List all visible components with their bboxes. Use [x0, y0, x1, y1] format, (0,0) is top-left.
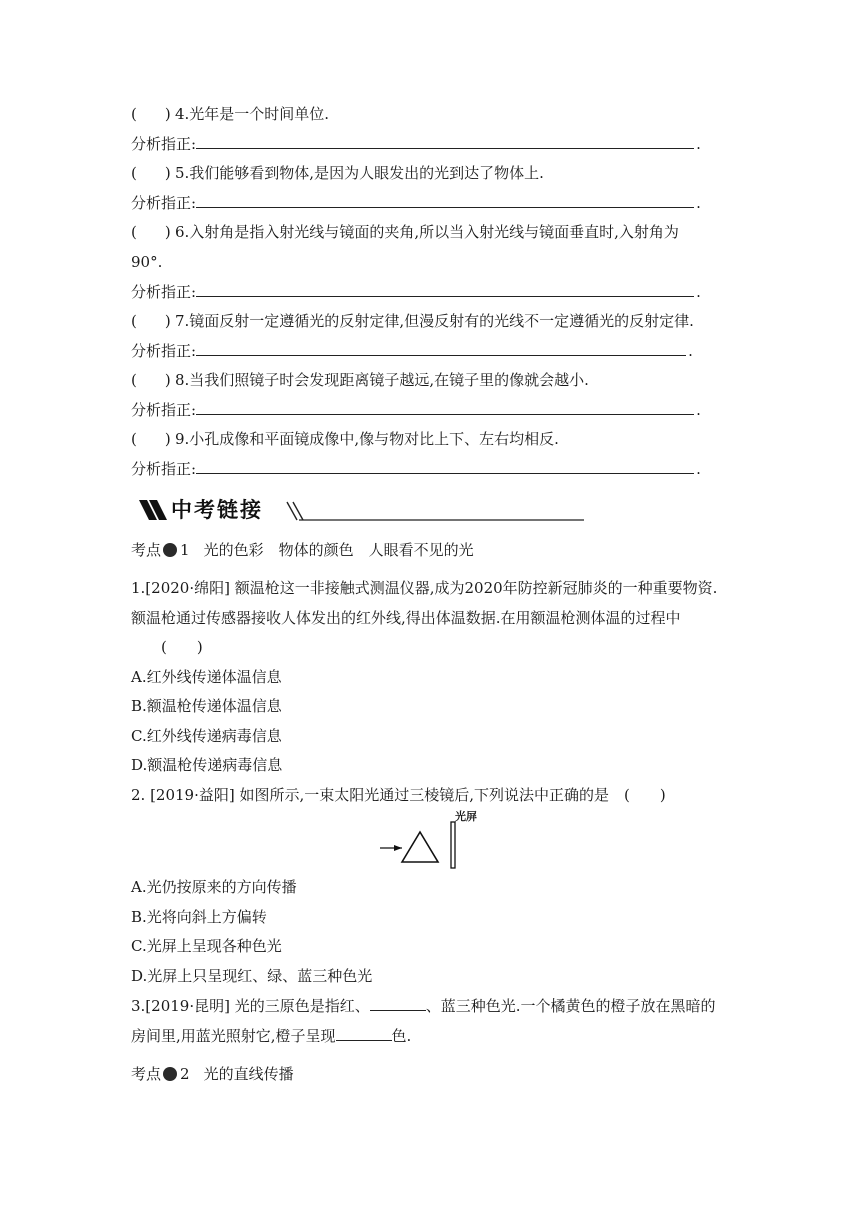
answer-paren[interactable]: ( ) [131, 430, 171, 448]
statement-text: 7.镜面反射一定遵循光的反射定律,但漫反射有的光线不一定遵循光的反射定律. [175, 312, 694, 330]
q1-option-b[interactable]: B.额温枪传递体温信息 [131, 697, 282, 715]
statement-text: 8.当我们照镜子时会发现距离镜子越远,在镜子里的像就会越小. [175, 371, 589, 389]
bullet-circle-icon [163, 1067, 177, 1081]
q3-line2: 房间里,用蓝光照射它,橙子呈现 色. [131, 1027, 412, 1045]
statement-4 [131, 104, 329, 124]
kaodian-2-heading: 考点 2 光的直线传播 [131, 1065, 294, 1083]
kaodian-1-heading: 考点 1 光的色彩 物体的颜色 人眼看不见的光 [131, 541, 474, 559]
analysis-line-4: 分析指正: . [131, 135, 701, 153]
statement-text: 9.小孔成像和平面镜成像中,像与物对比上下、左右均相反. [175, 430, 559, 448]
statement-9 [131, 429, 559, 449]
statement-7 [131, 311, 694, 331]
answer-paren[interactable]: ( ) [131, 371, 171, 389]
q3-blank-2[interactable] [336, 1026, 392, 1041]
kaodian-title: 光的直线传播 [203, 1065, 294, 1083]
analysis-blank[interactable] [196, 193, 694, 208]
section-banner [139, 494, 589, 522]
analysis-blank[interactable] [196, 134, 694, 149]
analysis-label: 分析指正: [131, 342, 197, 360]
q2-option-d[interactable]: D.光屏上只呈现红、绿、蓝三种色光 [131, 967, 373, 985]
q3-blank-1[interactable] [370, 996, 426, 1011]
statement-text: 6.入射角是指入射光线与镜面的夹角,所以当入射光线与镜面垂直时,入射角为 [175, 223, 679, 241]
statement-5 [131, 163, 544, 183]
q1-option-c[interactable]: C.红外线传递病毒信息 [131, 727, 282, 745]
q2-option-b[interactable]: B.光将向斜上方偏转 [131, 908, 267, 926]
analysis-line-9: 分析指正: . [131, 460, 701, 478]
prism-figure [378, 806, 498, 870]
statement-6 [131, 222, 679, 242]
screen-label: 光屏 [455, 810, 477, 823]
answer-paren[interactable]: ( ) [131, 223, 171, 241]
q1-answer-paren[interactable]: ( ) [161, 638, 203, 656]
analysis-label: 分析指正: [131, 135, 197, 153]
answer-paren[interactable]: ( ) [131, 312, 171, 330]
analysis-blank[interactable] [196, 459, 694, 474]
q1-option-d[interactable]: D.额温枪传递病毒信息 [131, 756, 283, 774]
statement-6-cont: 90°. [131, 253, 163, 271]
analysis-blank[interactable] [196, 400, 694, 415]
statement-text: 4.光年是一个时间单位. [175, 105, 330, 123]
q3-line1: 3.[2019·昆明] 光的三原色是指红、 、蓝三种色光.一个橘黄色的橙子放在黑暗的 [131, 997, 716, 1015]
prism-diagram-icon [378, 806, 498, 870]
q1-line2: 额温枪通过传感器接收人体发出的红外线,得出体温数据.在用额温枪测体温的过程中 [131, 609, 681, 627]
q1-option-a[interactable]: A.红外线传递体温信息 [131, 668, 282, 686]
analysis-blank[interactable] [196, 341, 686, 356]
analysis-line-5: 分析指正: . [131, 194, 701, 212]
section-title: 中考链接 [171, 498, 263, 522]
analysis-line-6: 分析指正: . [131, 283, 701, 301]
kaodian-title: 光的色彩 物体的颜色 人眼看不见的光 [203, 541, 474, 559]
q1-line1: 1.[2020·绵阳] 额温枪这一非接触式测温仪器,成为2020年防控新冠肺炎的一种重要物资. [131, 579, 718, 597]
q2-option-a[interactable]: A.光仍按原来的方向传播 [131, 878, 297, 896]
q2-line1: 2. [2019·益阳] 如图所示,一束太阳光通过三棱镜后,下列说法中正确的是 ( ) [131, 786, 666, 804]
q2-option-c[interactable]: C.光屏上呈现各种色光 [131, 937, 282, 955]
analysis-label: 分析指正: [131, 460, 197, 478]
statement-text: 5.我们能够看到物体,是因为人眼发出的光到达了物体上. [175, 164, 544, 182]
analysis-blank[interactable] [196, 282, 694, 297]
analysis-line-7: 分析指正: . [131, 342, 693, 360]
analysis-label: 分析指正: [131, 401, 197, 419]
answer-paren[interactable]: ( ) [131, 164, 171, 182]
analysis-label: 分析指正: [131, 283, 197, 301]
analysis-line-8: 分析指正: . [131, 401, 701, 419]
bullet-circle-icon [163, 543, 177, 557]
statement-8 [131, 370, 589, 390]
answer-paren[interactable]: ( ) [131, 105, 171, 123]
analysis-label: 分析指正: [131, 194, 197, 212]
